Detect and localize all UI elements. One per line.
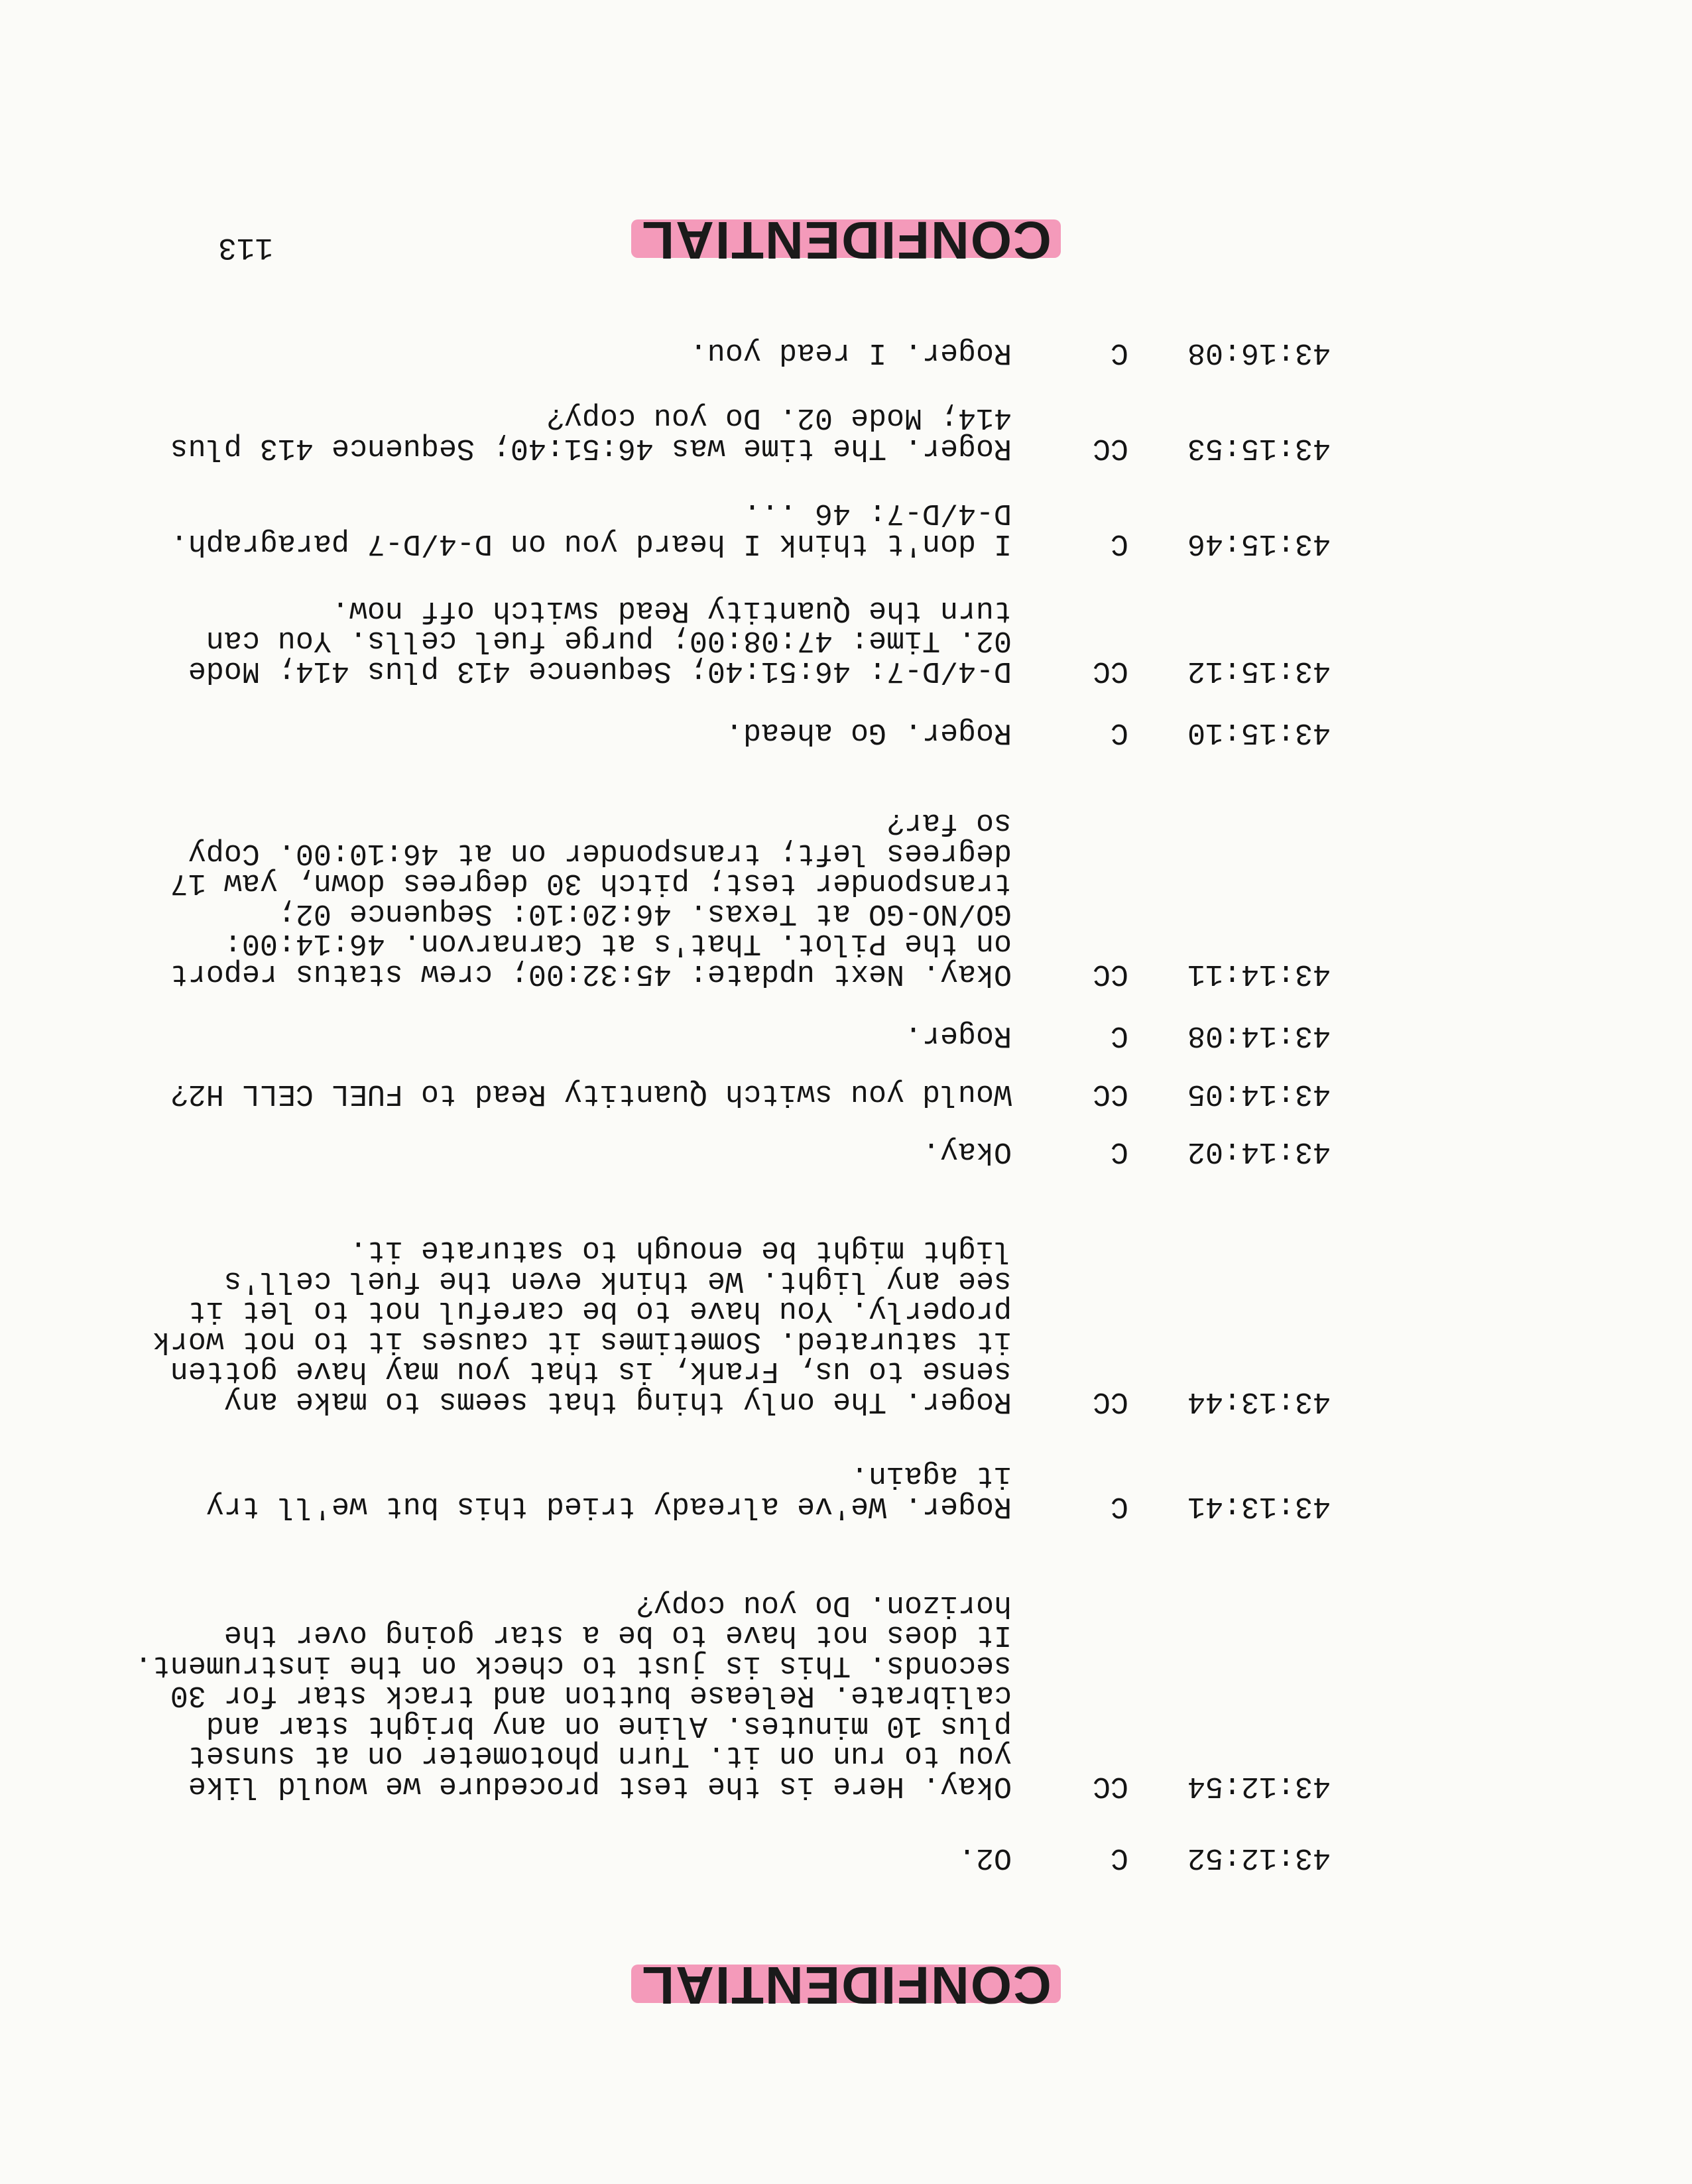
utterance: Roger. I read you. xyxy=(689,335,1012,369)
speaker: CC xyxy=(1092,654,1128,688)
utterance: Okay. Next update: 45:32:00; crew status report on the Pilot. That's at Carnarvon. 46:14:00: GO/NO-GO at Texas. 46:20:10: Sequence 02; transponder test; pitch 30 degrees down, yaw 17 degrees left; transponder on at 46:10:00. Copy so far? xyxy=(170,806,1012,991)
timestamp: 43:14:08 xyxy=(1187,1018,1331,1052)
utterance: Roger. The time was 46:51:40; Sequence 413 plus 414; Mode 02. Do you copy? xyxy=(170,400,1012,465)
timestamp: 43:15:46 xyxy=(1187,526,1331,560)
speaker: C xyxy=(1110,526,1128,560)
speaker: C xyxy=(1110,1841,1128,1874)
speaker: C xyxy=(1110,1134,1128,1168)
speaker: C xyxy=(1110,1489,1128,1523)
page-number: 113 xyxy=(218,230,273,265)
utterance: O2. xyxy=(957,1841,1012,1874)
utterance: Okay. Here is the test procedure we would like you to run on it. Turn photometer on at sunset plus 10 minutes. Aline on any bright star and calibrate. Release button and track star for 30 seconds. This is just to check on the instrument. It does not have to be a star going over the horizon. Do you copy? xyxy=(134,1588,1012,1803)
speaker: CC xyxy=(1092,1769,1128,1803)
timestamp: 43:12:54 xyxy=(1187,1769,1331,1803)
speaker: CC xyxy=(1092,431,1128,465)
timestamp: 43:15:53 xyxy=(1187,431,1331,465)
timestamp: 43:16:08 xyxy=(1187,335,1331,369)
stamp-text: CONFIDENTIAL xyxy=(640,1956,1052,2015)
stamp-text: CONFIDENTIAL xyxy=(640,211,1052,270)
speaker: CC xyxy=(1092,957,1128,991)
timestamp: 43:14:05 xyxy=(1187,1077,1331,1111)
speaker: C xyxy=(1110,715,1128,749)
timestamp: 43:14:11 xyxy=(1187,957,1331,991)
utterance: Okay. xyxy=(922,1134,1012,1168)
speaker: CC xyxy=(1092,1384,1128,1418)
timestamp: 43:13:41 xyxy=(1187,1489,1331,1523)
utterance: Roger. xyxy=(904,1018,1012,1052)
speaker: C xyxy=(1110,335,1128,369)
timestamp: 43:15:10 xyxy=(1187,715,1331,749)
utterance: I don't think I heard you on D-4/D-7 paragraph. D-4/D-7: 46 ... xyxy=(170,496,1012,560)
speaker: CC xyxy=(1092,1077,1128,1111)
timestamp: 43:12:52 xyxy=(1187,1841,1331,1874)
timestamp: 43:15:12 xyxy=(1187,654,1331,688)
utterance: Roger. Go ahead. xyxy=(725,715,1012,749)
confidential-stamp-top xyxy=(0,1949,1692,2022)
utterance: D-4/D-7: 46:51:40; Sequence 413 plus 414; Mode 02. Time: 47:08:00; purge fuel cells. You can turn the Quantity Read switch off now. xyxy=(188,593,1012,688)
timestamp: 43:13:44 xyxy=(1187,1384,1331,1418)
speaker: C xyxy=(1110,1018,1128,1052)
utterance: Roger. We've already tried this but we'll try it again. xyxy=(206,1459,1012,1523)
utterance: Roger. The only thing that seems to make any sense to us, Frank, is that you may have gotten it saturated. Sometimes it causes it to not work properly. You have to be careful not to let it see any light. We think even the fuel cell's light might be enough to saturate it. xyxy=(152,1233,1012,1418)
timestamp: 43:14:02 xyxy=(1187,1134,1331,1168)
utterance: Would you switch Quantity Read to FUEL CELL H2? xyxy=(170,1077,1012,1111)
